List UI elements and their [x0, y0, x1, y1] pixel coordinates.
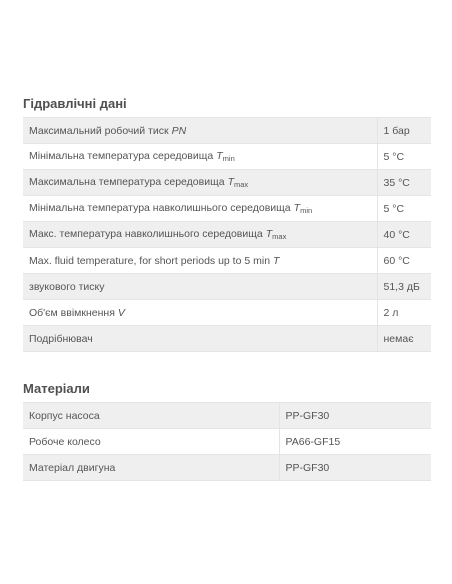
spec-subscript: max [233, 180, 249, 189]
spec-value: 1 бар [377, 118, 431, 144]
materials-table [23, 402, 431, 481]
spec-subscript: min [300, 206, 313, 215]
table-row [23, 274, 431, 300]
spec-value: 5 °C [377, 144, 431, 170]
table-row [23, 222, 431, 248]
table-row [23, 248, 431, 274]
spec-value: 51,3 дБ [377, 274, 431, 300]
material-value: PA66-GF15 [279, 429, 431, 455]
hydraulic-table [23, 117, 431, 352]
spec-symbol: PN [171, 124, 187, 137]
materials-section-title: Матеріали [23, 381, 90, 396]
hydraulic-section-title: Гідравлічні дані [23, 96, 127, 111]
spec-value: 35 °C [377, 170, 431, 196]
spec-label: Max. fluid temperature, for short periods up to 5 min T [23, 248, 377, 274]
spec-label: Об'єм ввімкнення V [23, 300, 377, 326]
table-row [23, 196, 431, 222]
table-row [23, 170, 431, 196]
table-row [23, 326, 431, 352]
spec-value: 5 °C [377, 196, 431, 222]
table-row [23, 403, 431, 429]
material-value: PP-GF30 [279, 403, 431, 429]
spec-symbol: T [227, 176, 234, 188]
spec-symbol: V [117, 306, 125, 319]
spec-label: Подрібнювач [23, 326, 377, 352]
spec-subscript: max [272, 232, 287, 241]
spec-label: Максимальний робочий тиск PN [23, 118, 377, 144]
table-row [23, 118, 431, 144]
spec-value: 60 °C [377, 248, 431, 274]
table-row [23, 429, 431, 455]
spec-label: звукового тиску [23, 274, 377, 300]
spec-label: Мінімальна температура середовища $T_{min}$ [23, 144, 377, 170]
spec-symbol: T [265, 228, 273, 240]
material-label: Корпус насоса [23, 403, 279, 429]
spec-subscript: min [222, 154, 235, 163]
spec-symbol: T [216, 150, 223, 162]
spec-label: Мінімальна температура навколишнього середовища $T_{min}$ [23, 196, 377, 222]
spec-symbol: T [293, 202, 301, 214]
material-label: Матеріал двигуна [23, 455, 279, 481]
spec-label: Макс. температура навколишнього середовища $T_{max}$ [23, 222, 377, 248]
spec-value: 40 °C [377, 222, 431, 248]
spec-label: Максимальна температура середовища $T_{max}$ [23, 170, 377, 196]
table-row [23, 300, 431, 326]
spec-value: 2 л [377, 300, 431, 326]
material-label: Робоче колесо [23, 429, 279, 455]
spec-value: немає [377, 326, 431, 352]
spec-symbol: T [273, 254, 280, 267]
table-row [23, 455, 431, 481]
material-value: PP-GF30 [279, 455, 431, 481]
table-row [23, 144, 431, 170]
